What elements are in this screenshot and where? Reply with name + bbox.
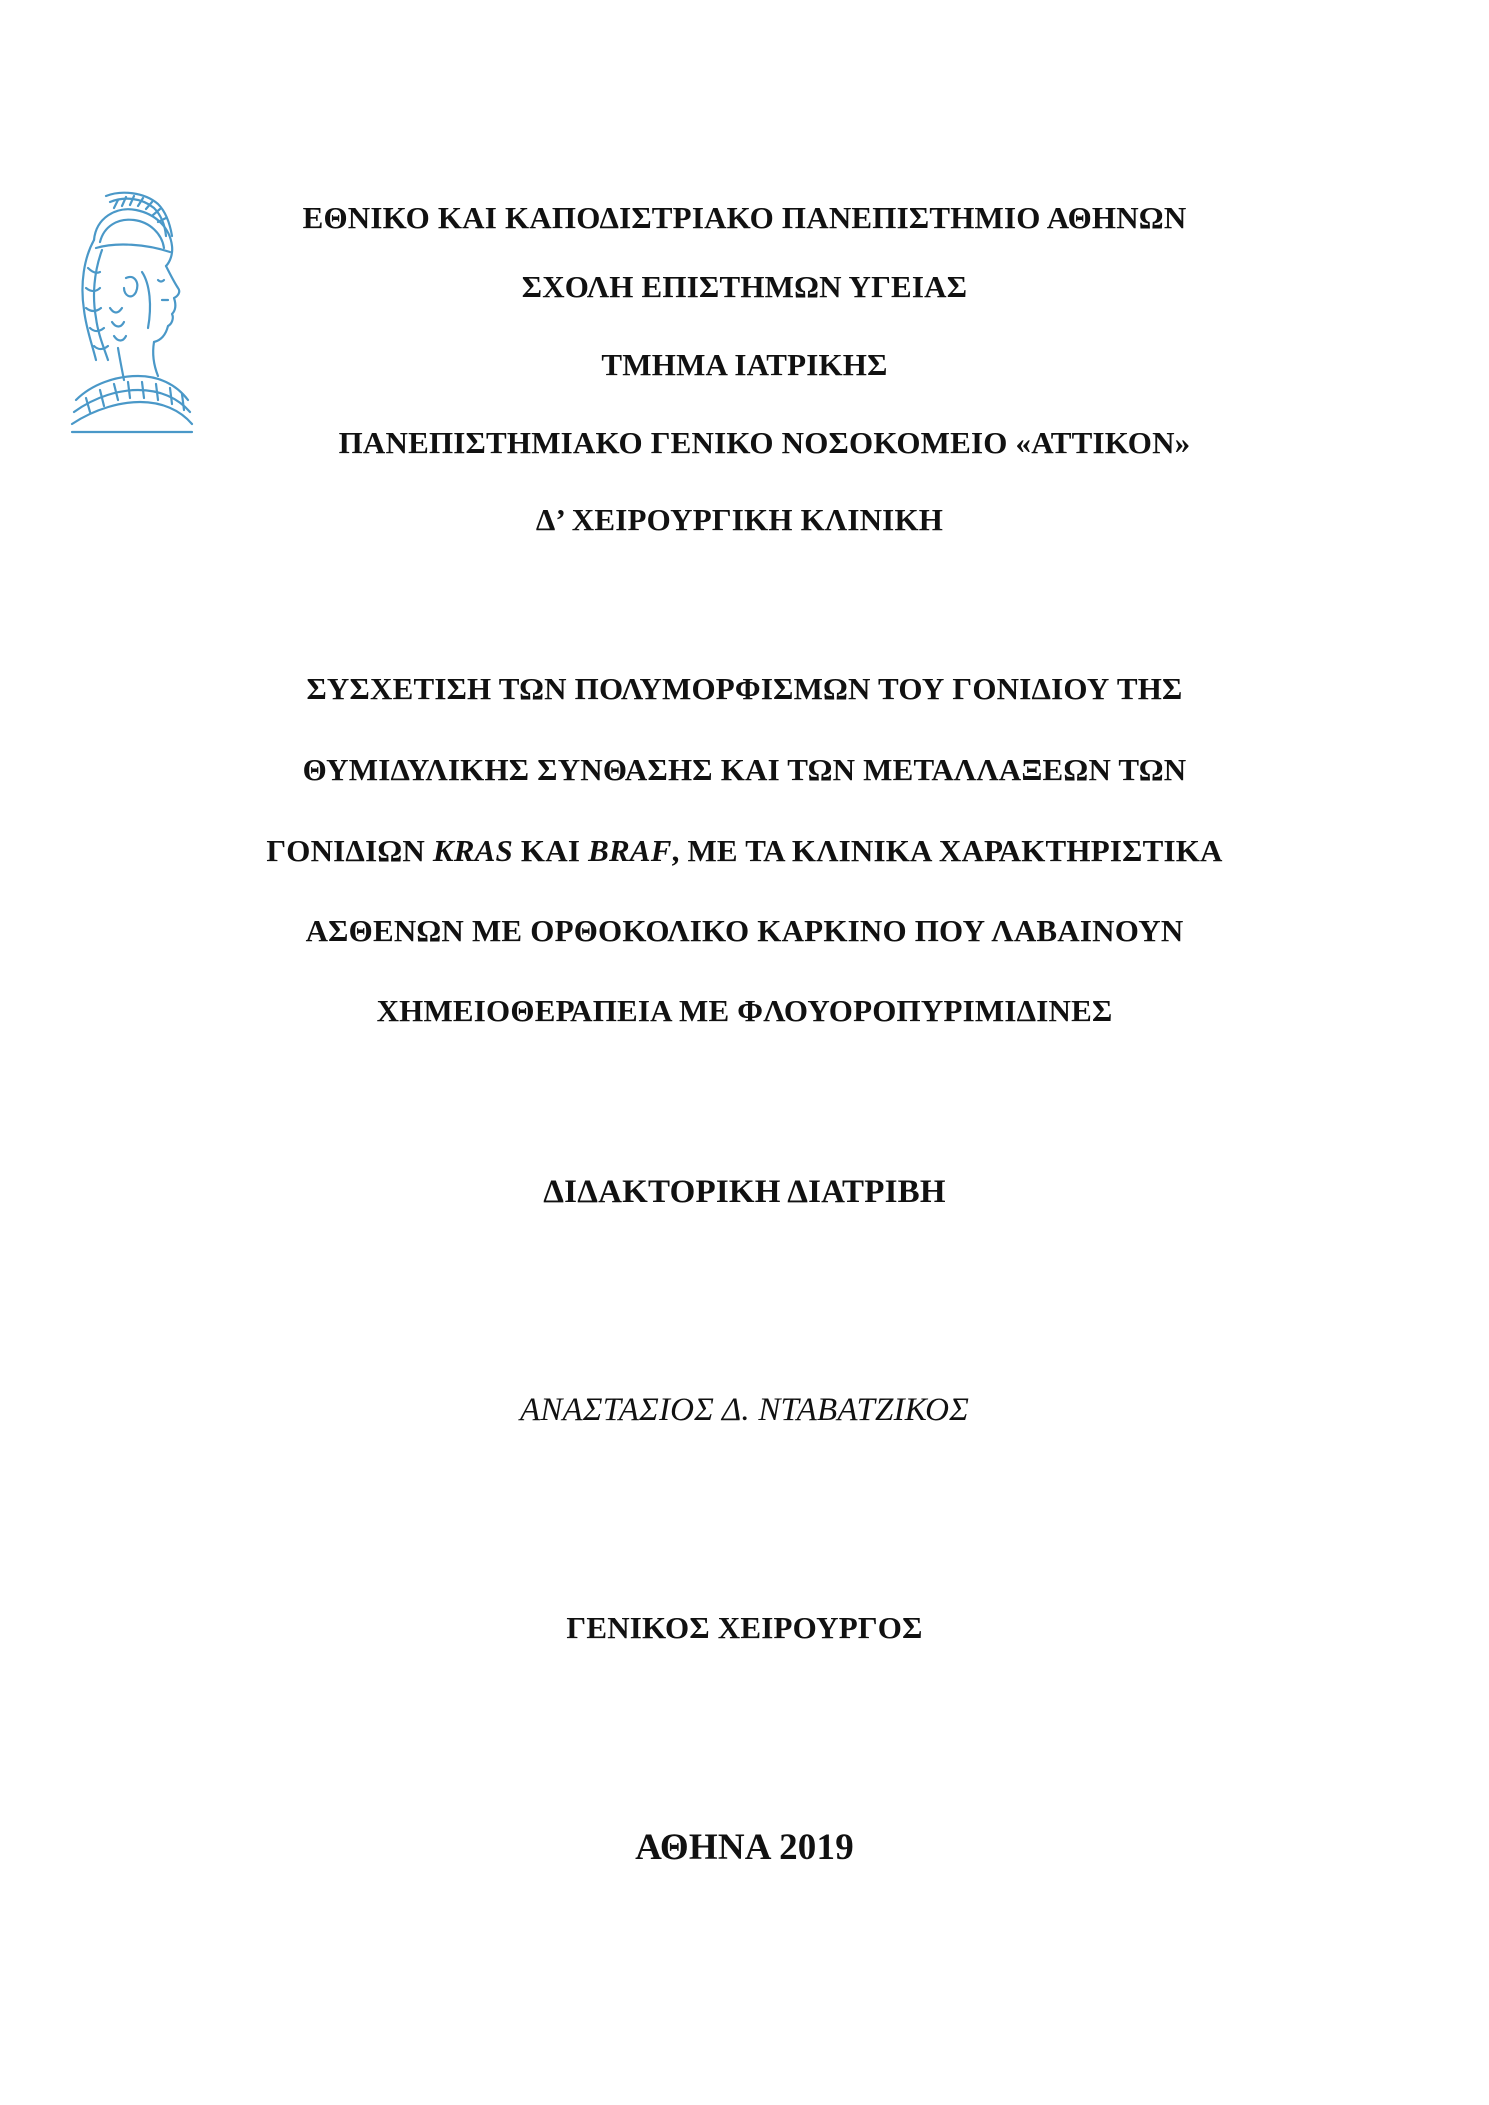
- thesis-title-line-4: ΑΣΘΕΝΩΝ ΜΕ ΟΡΘΟΚΟΛΙΚΟ ΚΑΡΚΙΝΟ ΠΟΥ ΛΑΒΑΙΝΟΥΝ: [305, 913, 1184, 948]
- hospital-name: ΠΑΝΕΠΙΣΤΗΜΙΑΚΟ ΓΕΝΙΚΟ ΝΟΣΟΚΟΜΕΙΟ «ΑΤΤΙΚΟΝ»: [338, 425, 1191, 460]
- title-line-3-prefix: ΓΟΝΙΔΙΩΝ: [266, 833, 433, 868]
- thesis-title-line-5: ΧΗΜΕΙΟΘΕΡΑΠΕΙΑ ΜΕ ΦΛΟΥΟΡΟΠΥΡΙΜΙΔΙΝΕΣ: [376, 993, 1113, 1028]
- school-name: ΣΧΟΛΗ ΕΠΙΣΤΗΜΩΝ ΥΓΕΙΑΣ: [521, 269, 968, 304]
- thesis-title-line-3: [0, 833, 1489, 869]
- gene-braf: BRAF: [588, 833, 672, 868]
- author-profession: ΓΕΝΙΚΟΣ ΧΕΙΡΟΥΡΓΟΣ: [566, 1610, 923, 1645]
- author-name: ΑΝΑΣΤΑΣΙΟΣ Δ. ΝΤΑΒΑΤΖΙΚΟΣ: [519, 1392, 970, 1428]
- clinic-name: Δ’ ΧΕΙΡΟΥΡΓΙΚΗ ΚΛΙΝΙΚΗ: [535, 502, 944, 537]
- thesis-title-line-2: ΘΥΜΙΔΥΛΙΚΗΣ ΣΥΝΘΑΣΗΣ ΚΑΙ ΤΩΝ ΜΕΤΑΛΛΑΞΕΩΝ ΤΩΝ: [302, 752, 1187, 787]
- gene-kras: KRAS: [432, 833, 513, 868]
- document-type: ΔΙΔΑΚΤΟΡΙΚΗ ΔΙΑΤΡΙΒΗ: [543, 1174, 946, 1210]
- thesis-title-line-1: ΣΥΣΧΕΤΙΣΗ ΤΩΝ ΠΟΛΥΜΟΡΦΙΣΜΩΝ ΤΟΥ ΓΟΝΙΔΙΟΥ ΤΗΣ: [306, 671, 1183, 706]
- department-name: ΤΜΗΜΑ ΙΑΤΡΙΚΗΣ: [601, 347, 888, 382]
- title-line-3-suffix: , ΜΕ ΤΑ ΚΛΙΝΙΚΑ ΧΑΡΑΚΤΗΡΙΣΤΙΚΑ: [671, 833, 1223, 868]
- university-name: ΕΘΝΙΚΟ ΚΑΙ ΚΑΠΟΔΙΣΤΡΙΑΚΟ ΠΑΝΕΠΙΣΤΗΜΙΟ ΑΘΗΝΩΝ: [302, 200, 1187, 235]
- place-year: ΑΘΗΝΑ 2019: [635, 1827, 854, 1868]
- title-line-3-middle: ΚΑΙ: [512, 833, 589, 868]
